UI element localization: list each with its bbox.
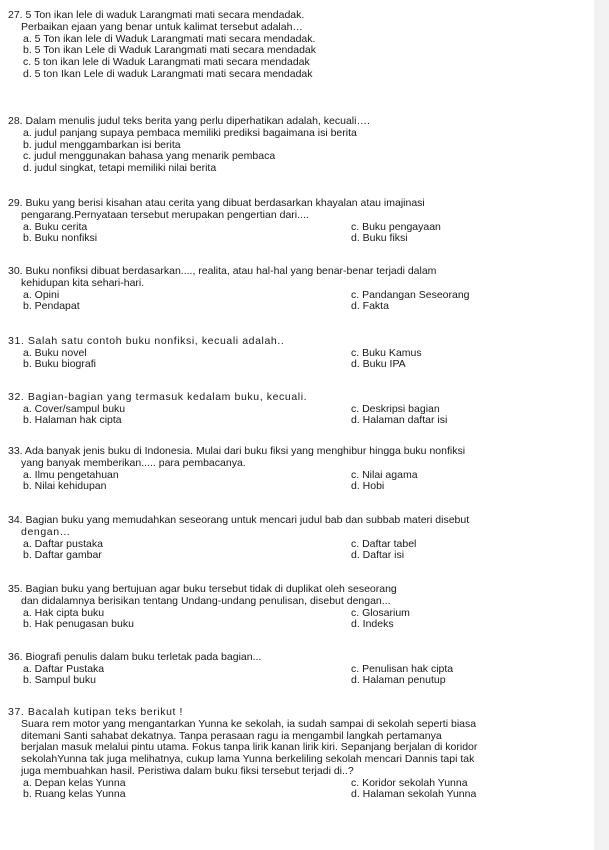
question-text: 32. Bagian-bagian yang termasuk kedalam buku, kecuali. [8,391,308,403]
option-b: b. Buku biografi [23,358,96,371]
question-text: 30. Buku nonfiksi dibuat berdasarkan...., realita, atau hal-hal yang benar-benar terjadi dalam [8,265,437,277]
options [21,128,588,175]
option-b: b. judul menggambarkan isi berita [23,138,181,151]
option-a: a. Depan kelas Yunna [23,776,126,789]
option-b: b. Sampul buku [23,674,96,687]
option-b: b. Ruang kelas Yunna [23,788,126,801]
option-d: d. Hobi [351,479,385,492]
question-text: 37. Bacalah kutipan teks berikut ! [8,706,184,718]
question-32 [8,392,588,426]
option-d: d. Halaman sekolah Yunna [351,788,477,801]
options [21,348,588,371]
passage-line: berjalan masuk melalui pintu utama. Fokus tanpa lirik kanan lirik kiri. Sepanjang berjalan di koridor [21,741,478,754]
question-35 [8,584,588,630]
option-c: c. Nilai agama [351,468,418,481]
question-text: 34. Bagian buku yang memudahkan seseorang untuk mencari judul bab dan subbab materi disebut [8,514,470,526]
question-29 [8,198,588,244]
question-text: 33. Ada banyak jenis buku di Indonesia. Mulai dari buku fiksi yang menghibur hingga buku nonfiksi [8,445,466,457]
question-36 [8,652,588,686]
option-c: c. Glosarium [351,606,410,619]
options [21,404,588,427]
question-continuation: pengarang.Pernyataan tersebut merupakan pengertian dari.... [21,208,309,221]
options [21,290,588,313]
option-d: d. Halaman penutup [351,674,446,687]
passage-line: sekolahYunna tak juga melihatnya, cukup lama Yunna berkeliling sekolah mencari Dannis tapi tak [21,753,475,766]
question-34 [8,515,588,561]
question-continuation: yang banyak memberikan..... para pembacanya. [21,456,246,469]
option-d: d. Fakta [351,299,389,312]
passage-line: juga membuahkan hasil. Peristiwa dalam buku fiksi tersebut terjadi di..? [21,764,354,777]
option-d: d. Halaman daftar isi [351,414,448,427]
option-c: c. judul menggunakan bahasa yang menarik pembaca [23,150,276,163]
option-b: b. Hak penugasan buku [23,617,134,630]
question-31 [8,336,588,370]
passage-line: ditemani Santi sahabat dekatnya. Tanpa perasaan ragu ia mengambil langkah pertamanya [21,729,442,742]
option-c: c. Buku Kamus [351,346,422,359]
option-d: d. Buku IPA [351,358,406,371]
question-text: 36. Biografi penulis dalam buku terletak pada bagian... [8,651,262,663]
options [21,539,588,562]
question-continuation: dengan… [21,525,71,538]
question-28 [8,116,588,175]
question-text: 28. Dalam menulis judul teks berita yang perlu diperhatikan adalah, kecuali…. [8,115,370,127]
option-a: a. Buku cerita [23,220,88,233]
question-30 [8,266,588,312]
reading-passage [21,719,588,778]
question-text: 27. 5 Ton ikan lele di waduk Larangmati mati secara mendadak. [8,9,305,21]
option-c: c. Pandangan Seseorang [351,288,470,301]
option-a: a. 5 Ton ikan lele di Waduk Larangmati mati secara mendadak. [23,32,316,45]
option-b: b. Pendapat [23,299,80,312]
option-c: c. Deskripsi bagian [351,402,440,415]
option-c: c. Buku pengayaan [351,220,441,233]
option-c: c. Koridor sekolah Yunna [351,776,468,789]
option-c: c. Penulisan hak cipta [351,662,454,675]
option-a: a. Hak cipta buku [23,606,105,619]
options [21,608,588,631]
option-a: a. Cover/sampul buku [23,402,126,415]
option-c: c. 5 ton ikan lele di Waduk Larangmati mati secara mendadak [23,56,310,69]
options [21,778,588,801]
question-37 [8,707,588,800]
option-b: b. Buku nonfiksi [23,231,98,244]
options [21,664,588,687]
option-b: b. Daftar gambar [23,548,102,561]
options [21,222,588,245]
question-text: 31. Salah satu contoh buku nonfiksi, kecuali adalah.. [8,335,285,347]
question-text: 35. Bagian buku yang bertujuan agar buku tersebut tidak di duplikat oleh seseorang [8,583,397,595]
option-b: b. Halaman hak cipta [23,414,122,427]
option-a: a. judul panjang supaya pembaca memiliki prediksi bagaimana isi berita [23,126,357,139]
options [21,470,588,493]
option-a: a. Daftar pustaka [23,537,103,550]
option-a: a. Ilmu pengetahuan [23,468,119,481]
options [21,34,588,81]
option-c: c. Daftar tabel [351,537,417,550]
option-d: d. judul singkat, tetapi memiliki nilai berita [23,162,217,175]
option-d: d. Daftar isi [351,548,405,561]
option-d: d. 5 ton Ikan Lele di waduk Larangmati mati secara mendadak [23,67,313,80]
option-a: a. Opini [23,288,60,301]
right-margin-bar [594,0,609,850]
passage-line: Suara rem motor yang mengantarkan Yunna ke sekolah, ia sudah sampai di sekolah seperti biasa [21,717,477,730]
option-a: a. Buku novel [23,346,87,359]
option-a: a. Daftar Pustaka [23,662,105,675]
question-continuation: dan didalamnya berisikan tentang Undang-undang penulisan, disebut dengan... [21,594,391,607]
option-b: b. 5 Ton ikan Lele di Waduk Larangmati mati secara mendadak [23,44,317,57]
question-text: 29. Buku yang berisi kisahan atau cerita yang dibuat berdasarkan khayalan atau imajinasi [8,197,425,209]
question-continuation: Perbaikan ejaan yang benar untuk kalimat tersebut adalah… [21,20,303,33]
question-27 [8,10,588,81]
option-b: b. Nilai kehidupan [23,479,107,492]
question-33 [8,446,588,492]
option-d: d. Indeks [351,617,394,630]
option-d: d. Buku fiksi [351,231,408,244]
question-continuation: kehidupan kita sehari-hari. [21,276,145,289]
